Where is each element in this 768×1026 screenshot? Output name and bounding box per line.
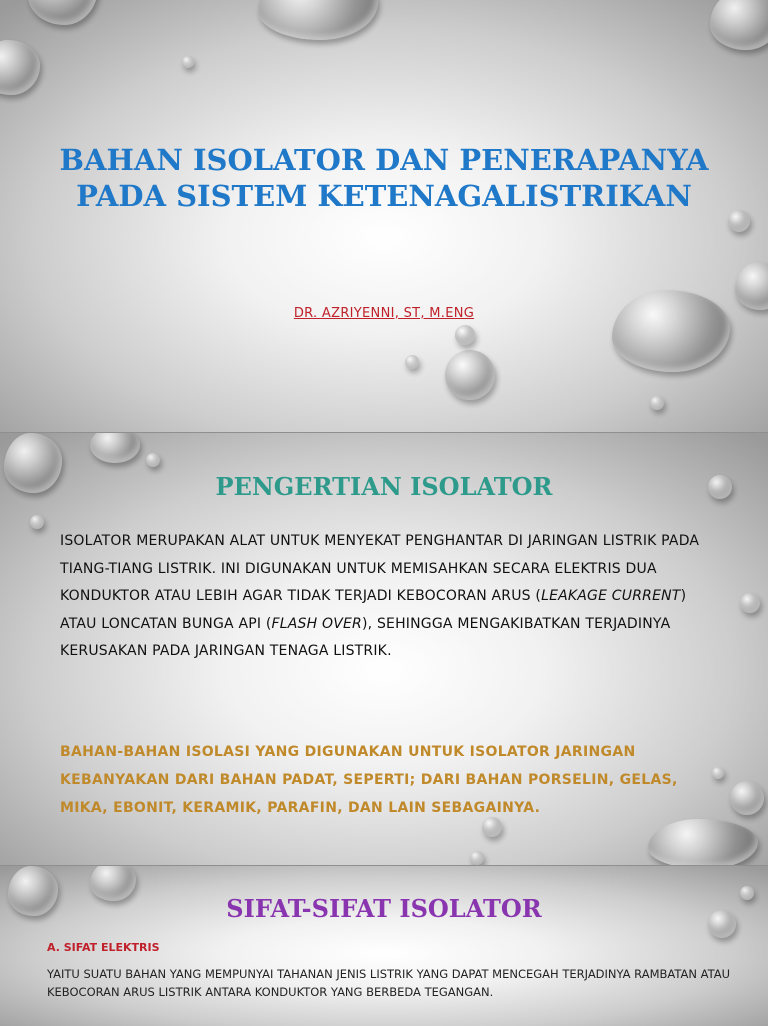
- term-flash-over: FLASH OVER: [271, 615, 362, 632]
- water-drop-decoration: [182, 56, 194, 68]
- author-name: DR. AZRIYENNI, ST, M.ENG: [293, 306, 475, 321]
- water-drop-decoration: [735, 262, 768, 310]
- section-title-definition: PENGERTIAN ISOLATOR: [215, 472, 553, 501]
- definition-text: ISOLATOR MERUPAKAN ALAT UNTUK MENYEKAT PENGHANTAR DI JARINGAN LISTRIK PADA TIANG-TIANG LISTRIK. INI DIGUNAKAN UNTUK MEMISAHKAN SECARA ELEKTRIS DUA KONDUKTOR ATAU LEBIH AGAR TIDAK TERJADI KEBOCORAN ARUS (: [60, 533, 700, 604]
- water-drop-decoration: [740, 593, 760, 613]
- water-drop-decoration: [445, 350, 495, 400]
- definition-text: ), SEHINGGA MENGAKIBATKAN TERJADINYA KERUSAKAN PADA JARINGAN TENAGA LISTRIK.: [60, 615, 671, 659]
- water-drop-decoration: [648, 819, 758, 865]
- section-title-properties: SIFAT-SIFAT ISOLATOR: [226, 894, 542, 923]
- water-drop-decoration: [0, 40, 40, 95]
- term-leakage-current: LEAKAGE CURRENT: [541, 588, 681, 604]
- electrical-properties-text: YAITU SUATU BAHAN YANG MEMPUNYAI TAHANAN JENIS LISTRIK YANG DAPAT MENCEGAH TERJADINYA RAMBATAN ATAU KEBOCORAN ARUS LISTRIK ANTARA KONDUKTOR YANG BERBEDA TEGANGAN.: [47, 967, 731, 999]
- definition-text: ) ATAU LONCATAN BUNGA API (: [60, 588, 687, 632]
- water-drop-decoration: [730, 781, 764, 815]
- water-drop-decoration: [710, 0, 768, 50]
- materials-paragraph: BAHAN-BAHAN ISOLASI YANG DIGUNAKAN UNTUK ISOLATOR JARINGAN KEBANYAKAN DARI BAHAN PADAT, SEPERTI; DARI BAHAN PORSELIN, GELAS, MIKA, EBONIT, KERAMIK, PARAFIN, DAN LAIN SEBAGAINYA.: [60, 744, 678, 816]
- water-drop-decoration: [28, 0, 98, 25]
- water-drop-decoration: [470, 851, 484, 865]
- subheading-electrical-properties: A. SIFAT ELEKTRIS: [47, 941, 160, 954]
- water-drop-decoration: [405, 355, 419, 369]
- water-drop-decoration: [146, 453, 160, 467]
- water-drop-decoration: [90, 432, 140, 463]
- water-drop-decoration: [258, 0, 378, 40]
- water-drop-decoration: [30, 515, 44, 529]
- title-line-1: BAHAN ISOLATOR DAN PENERAPANYA: [59, 143, 709, 177]
- presentation-title: [0, 142, 768, 214]
- title-line-2: PADA SISTEM KETENAGALISTRIKAN: [76, 179, 692, 213]
- water-drop-decoration: [455, 325, 475, 345]
- water-drop-decoration: [612, 290, 730, 372]
- slide-title: [0, 0, 768, 432]
- definition-paragraph: [60, 528, 725, 666]
- water-drop-decoration: [650, 396, 664, 410]
